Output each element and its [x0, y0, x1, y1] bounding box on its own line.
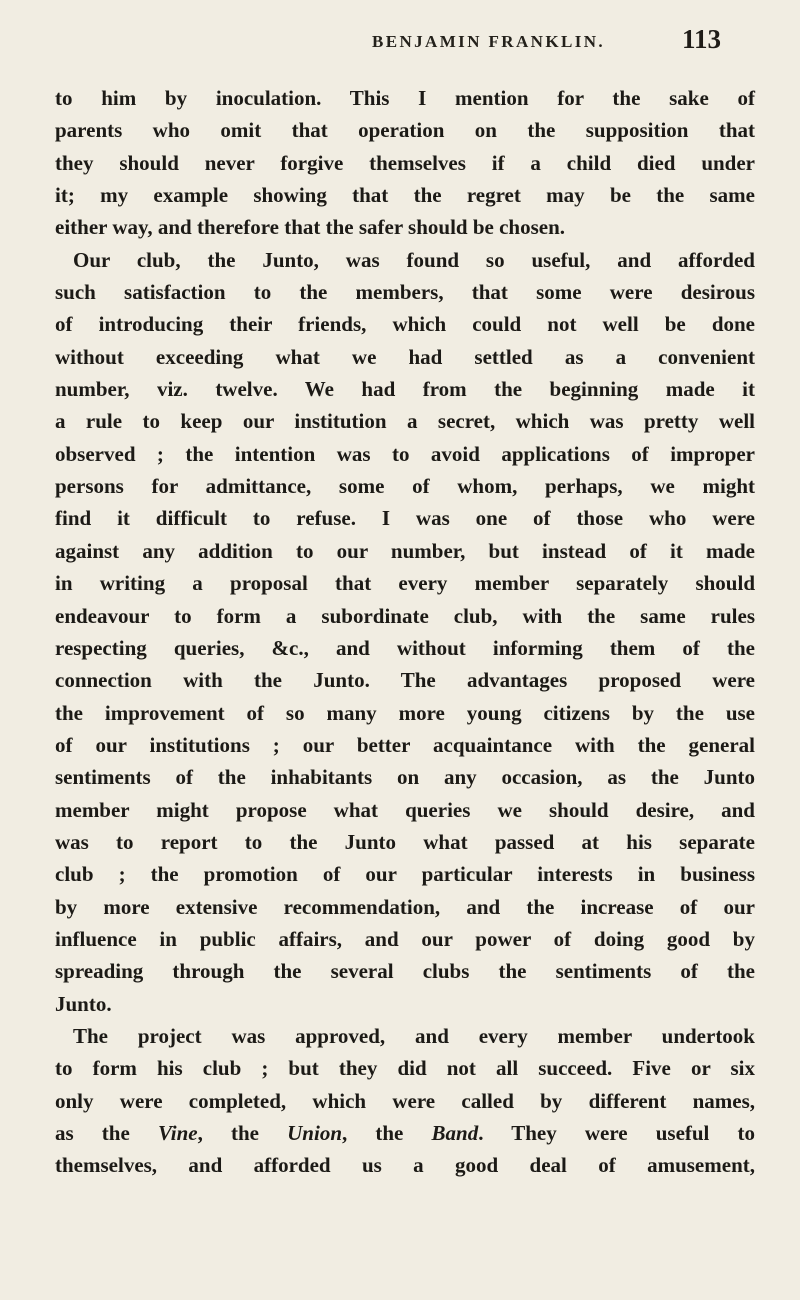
text-line: parents who omit that operation on the supposition that [55, 118, 755, 143]
page-number: 113 [682, 24, 722, 54]
text-fragment: . They were useful to [478, 1121, 756, 1145]
text-line: either way, and therefore that the safer should be chosen. [55, 215, 566, 240]
text-line: number, viz. twelve. We had from the beginning made it [55, 377, 755, 402]
paragraph-start-line: Our club, the Junto, was found so useful, and afforded [73, 247, 755, 272]
text-line: club ; the promotion of our particular interests in business [55, 862, 755, 887]
running-head [0, 22, 800, 62]
text-line: it; my example showing that the regret may be the same [55, 183, 755, 208]
text-line: to form his club ; but they did not all succeed. Five or six [55, 1056, 755, 1081]
text-line: persons for admittance, some of whom, perhaps, we might [55, 474, 755, 499]
text-line: was to report to the Junto what passed at his separate [55, 829, 755, 854]
text-line: Junto. [55, 991, 112, 1016]
text-line: find it difficult to refuse. I was one of those who were [55, 506, 755, 531]
text-line: such satisfaction to the members, that some were desirous [55, 280, 755, 305]
text-line: without exceeding what we had settled as a convenient [55, 344, 755, 369]
text-line: observed ; the intention was to avoid applications of improper [55, 441, 755, 466]
text-line: against any addition to our number, but instead of it made [55, 538, 755, 563]
text-fragment: , the [342, 1121, 404, 1145]
text-line: of introducing their friends, which could not well be done [55, 312, 755, 337]
text-line: a rule to keep our institution a secret, which was pretty well [55, 409, 755, 434]
club-name-band: Band [431, 1121, 479, 1145]
text-line: of our institutions ; our better acquaintance with the general [55, 732, 755, 757]
text-line: by more extensive recommendation, and the increase of our [55, 894, 755, 919]
club-name-vine: Vine [157, 1121, 198, 1145]
text-line: influence in public affairs, and our power of doing good by [55, 926, 755, 951]
text-line-with-club-names [55, 1117, 755, 1149]
text-line: the improvement of so many more young citizens by the use [55, 700, 755, 725]
text-line: endeavour to form a subordinate club, with the same rules [55, 603, 755, 628]
paragraph-start-line: The project was approved, and every member undertook [73, 1023, 755, 1048]
club-name-union: Union [287, 1121, 342, 1145]
text-line: to him by inoculation. This I mention for the sake of [55, 86, 755, 110]
text-line: member might propose what queries we should desire, and [55, 797, 755, 822]
text-line: connection with the Junto. The advantages proposed were [55, 668, 755, 693]
text-line: they should never forgive themselves if a child died under [55, 150, 755, 175]
running-title: BENJAMIN FRANKLIN. [372, 32, 606, 51]
text-line: only were completed, which were called by different names, [55, 1088, 755, 1113]
text-line: themselves, and afforded us a good deal of amusement, [55, 1153, 755, 1178]
text-line: in writing a proposal that every member separately should [55, 571, 755, 596]
text-line: spreading through the several clubs the sentiments of the [55, 959, 755, 984]
text-line: respecting queries, &c., and without informing them of the [55, 635, 755, 660]
body-text [55, 82, 755, 1182]
text-line: sentiments of the inhabitants on any occasion, as the Junto [55, 765, 755, 790]
text-fragment: , the [197, 1121, 259, 1145]
text-fragment: as the [55, 1121, 130, 1145]
